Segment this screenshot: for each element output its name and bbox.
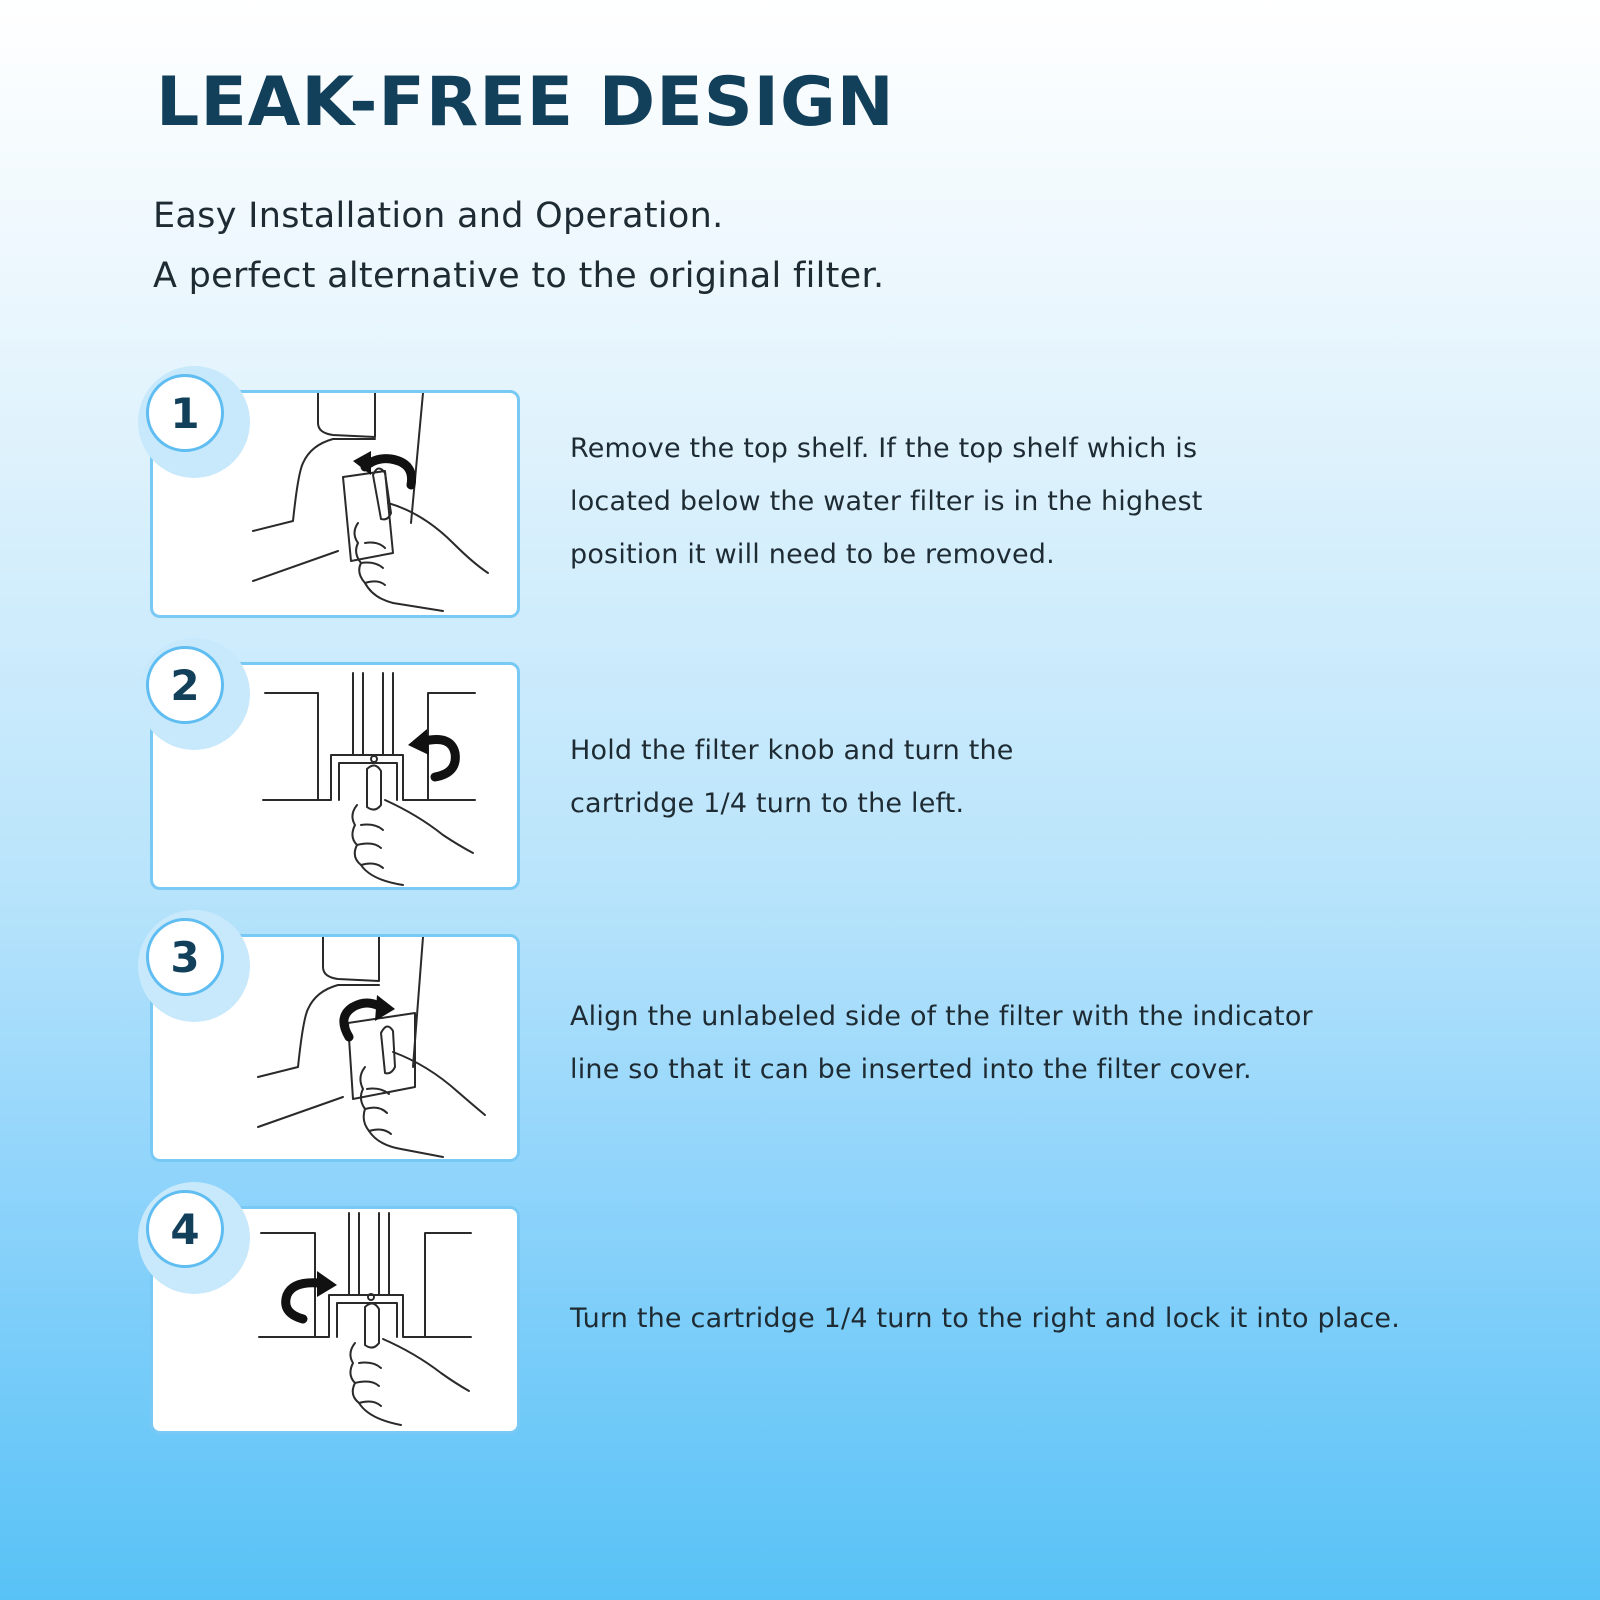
step-2-arrowhead [408,729,429,755]
step-1-number: 1 [146,374,224,452]
subtitle-line-1: Easy Installation and Operation. [153,196,724,236]
page-subtitle [153,186,884,306]
step-3-line-1: Align the unlabeled side of the filter with the indicator [570,1001,1313,1032]
step-3-line-2: line so that it can be inserted into the filter cover. [570,1054,1252,1085]
step-2-description [570,724,1014,830]
page-title: LEAK-FREE DESIGN [156,63,895,142]
step-1-line-2: located below the water filter is in the highest [570,486,1203,517]
step-1-description [570,422,1203,581]
step-2 [150,646,530,878]
step-4-arrowhead [317,1271,337,1297]
subtitle-line-2: A perfect alternative to the original filter. [153,256,885,296]
step-3-number: 3 [146,918,224,996]
step-4 [150,1190,530,1422]
step-2-number: 2 [146,646,224,724]
step-2-line-2: cartridge 1/4 turn to the left. [570,788,965,819]
step-4-number: 4 [146,1190,224,1268]
step-3 [150,918,530,1150]
step-1 [150,374,530,606]
step-1-line-1: Remove the top shelf. If the top shelf which is [570,433,1198,464]
step-4-line-1: Turn the cartridge 1/4 turn to the right and lock it into place. [570,1303,1400,1334]
rotate-left-arrow-icon [425,740,455,778]
step-4-description [570,1292,1400,1345]
step-1-arrowhead [353,451,371,475]
step-3-description [570,990,1313,1096]
step-2-line-1: Hold the filter knob and turn the [570,735,1014,766]
step-1-line-3: position it will need to be removed. [570,539,1055,570]
rotate-left-arrow-icon [365,459,412,485]
